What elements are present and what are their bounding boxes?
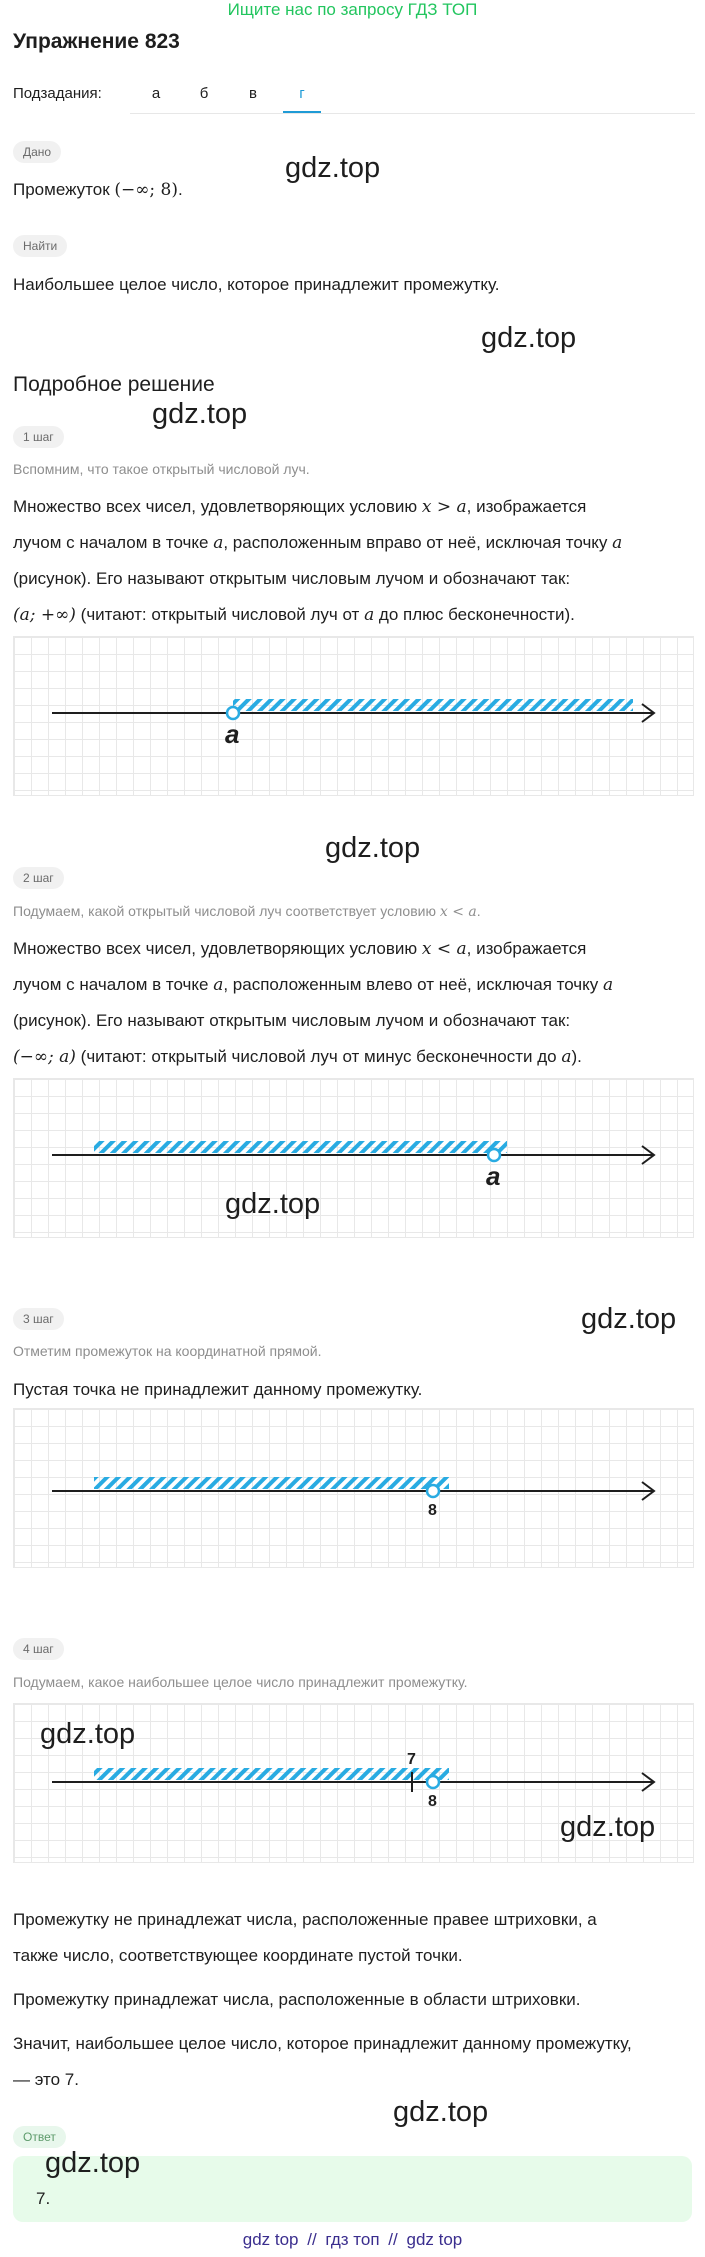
active-tab-indicator [283, 111, 321, 113]
step-4-hint: Подумаем, какое наибольшее целое число принадлежит промежутку. [13, 1674, 468, 1690]
footer-separator: // [388, 2230, 398, 2249]
footer-separator: // [307, 2230, 317, 2249]
tab-a[interactable]: а [151, 85, 161, 102]
number-line-2 [14, 1079, 693, 1237]
hatch-area [94, 1477, 449, 1489]
step-2-line-4: (−∞; a) (читают: открытый числовой луч от минус бесконечности до a). [13, 1047, 582, 1067]
step-4-paragraph-2: также число, соответствующее координате пустой точки. [13, 1946, 463, 1965]
find-text: Наибольшее целое число, которое принадлежит промежутку. [13, 275, 500, 294]
page-title: Упражнение 823 [13, 30, 180, 53]
point-label: a [486, 1161, 501, 1191]
footer-links [0, 2230, 705, 2250]
open-point [227, 707, 239, 719]
watermark: gdz.top [481, 322, 577, 354]
watermark: gdz.top [393, 2096, 489, 2128]
step-1-line-1: Множество всех чисел, удовлетворяющих условию x > a, изображается [13, 497, 587, 517]
step-1-chip: 1 шаг [13, 426, 64, 448]
step-2-chip: 2 шаг [13, 867, 64, 889]
step-1-hint: Вспомним, что такое открытый числовой луч. [13, 461, 310, 477]
hatch-area [233, 699, 633, 711]
tick-label: 7 [407, 1751, 416, 1768]
step-4-paragraph-5: — это 7. [13, 2070, 79, 2089]
footer-link[interactable]: gdz top [406, 2230, 463, 2249]
open-point [427, 1485, 439, 1497]
tabs-divider [130, 113, 695, 114]
banner-link[interactable]: Ищите нас по запросу ГДЗ ТОП [227, 0, 478, 19]
given-text: Промежуток (−∞; 8). [13, 180, 183, 200]
footer-link[interactable]: гдз топ [325, 2230, 380, 2249]
point-label: 8 [428, 1793, 437, 1810]
step-1-line-3: (рисунок). Его называют открытым числовым лучом и обозначают так: [13, 569, 571, 588]
hatch-area [94, 1141, 507, 1153]
watermark: gdz.top [285, 152, 381, 184]
watermark: gdz.top [225, 1188, 321, 1220]
step-1-line-2: лучом с началом в точке a, расположенным вправо от неё, исключая точку a [13, 533, 623, 553]
hatch-area [94, 1768, 449, 1780]
number-line-3 [14, 1409, 693, 1567]
step-3-chip: 3 шаг [13, 1308, 64, 1330]
point-label: 8 [428, 1502, 437, 1519]
step-2-hint: Подумаем, какой открытый числовой луч соответствует условию x < a. [13, 903, 481, 920]
tab-v[interactable]: в [249, 85, 257, 102]
footer-link[interactable]: gdz top [242, 2230, 299, 2249]
point-label: a [225, 719, 240, 749]
watermark: gdz.top [40, 1718, 136, 1750]
number-line-1 [14, 637, 693, 795]
step-4-paragraph-3: Промежутку принадлежат числа, расположенные в области штриховки. [13, 1990, 581, 2009]
step-2-line-1: Множество всех чисел, удовлетворяющих условию x < a, изображается [13, 939, 587, 959]
figure-step-3 [13, 1408, 694, 1568]
subtasks-label: Подзадания: [13, 85, 102, 102]
figure-step-1 [13, 636, 694, 796]
watermark: gdz.top [152, 398, 248, 430]
find-chip: Найти [13, 235, 67, 257]
step-3-text: Пустая точка не принадлежит данному промежутку. [13, 1380, 423, 1399]
step-1-line-4: (a; +∞) (читают: открытый числовой луч от a до плюс бесконечности). [13, 605, 575, 625]
step-4-paragraph-1: Промежутку не принадлежат числа, расположенные правее штриховки, а [13, 1910, 597, 1929]
step-4-paragraph-4: Значит, наибольшее целое число, которое принадлежит данному промежутку, [13, 2034, 632, 2053]
given-chip: Дано [13, 141, 61, 163]
watermark: gdz.top [325, 832, 421, 864]
step-4-chip: 4 шаг [13, 1638, 64, 1660]
answer-text: 7. [36, 2189, 51, 2208]
open-point [427, 1776, 439, 1788]
watermark: gdz.top [560, 1811, 656, 1843]
tab-b[interactable]: б [199, 85, 209, 102]
step-3-hint: Отметим промежуток на координатной прямой. [13, 1343, 322, 1359]
answer-chip: Ответ [13, 2126, 66, 2148]
open-point [488, 1149, 500, 1161]
watermark: gdz.top [45, 2147, 141, 2179]
tab-g[interactable]: г [299, 85, 305, 102]
step-2-line-2: лучом с началом в точке a, расположенным влево от неё, исключая точку a [13, 975, 614, 995]
watermark: gdz.top [581, 1303, 677, 1335]
step-2-line-3: (рисунок). Его называют открытым числовым лучом и обозначают так: [13, 1011, 571, 1030]
figure-step-2 [13, 1078, 694, 1238]
solution-title: Подробное решение [13, 373, 215, 396]
